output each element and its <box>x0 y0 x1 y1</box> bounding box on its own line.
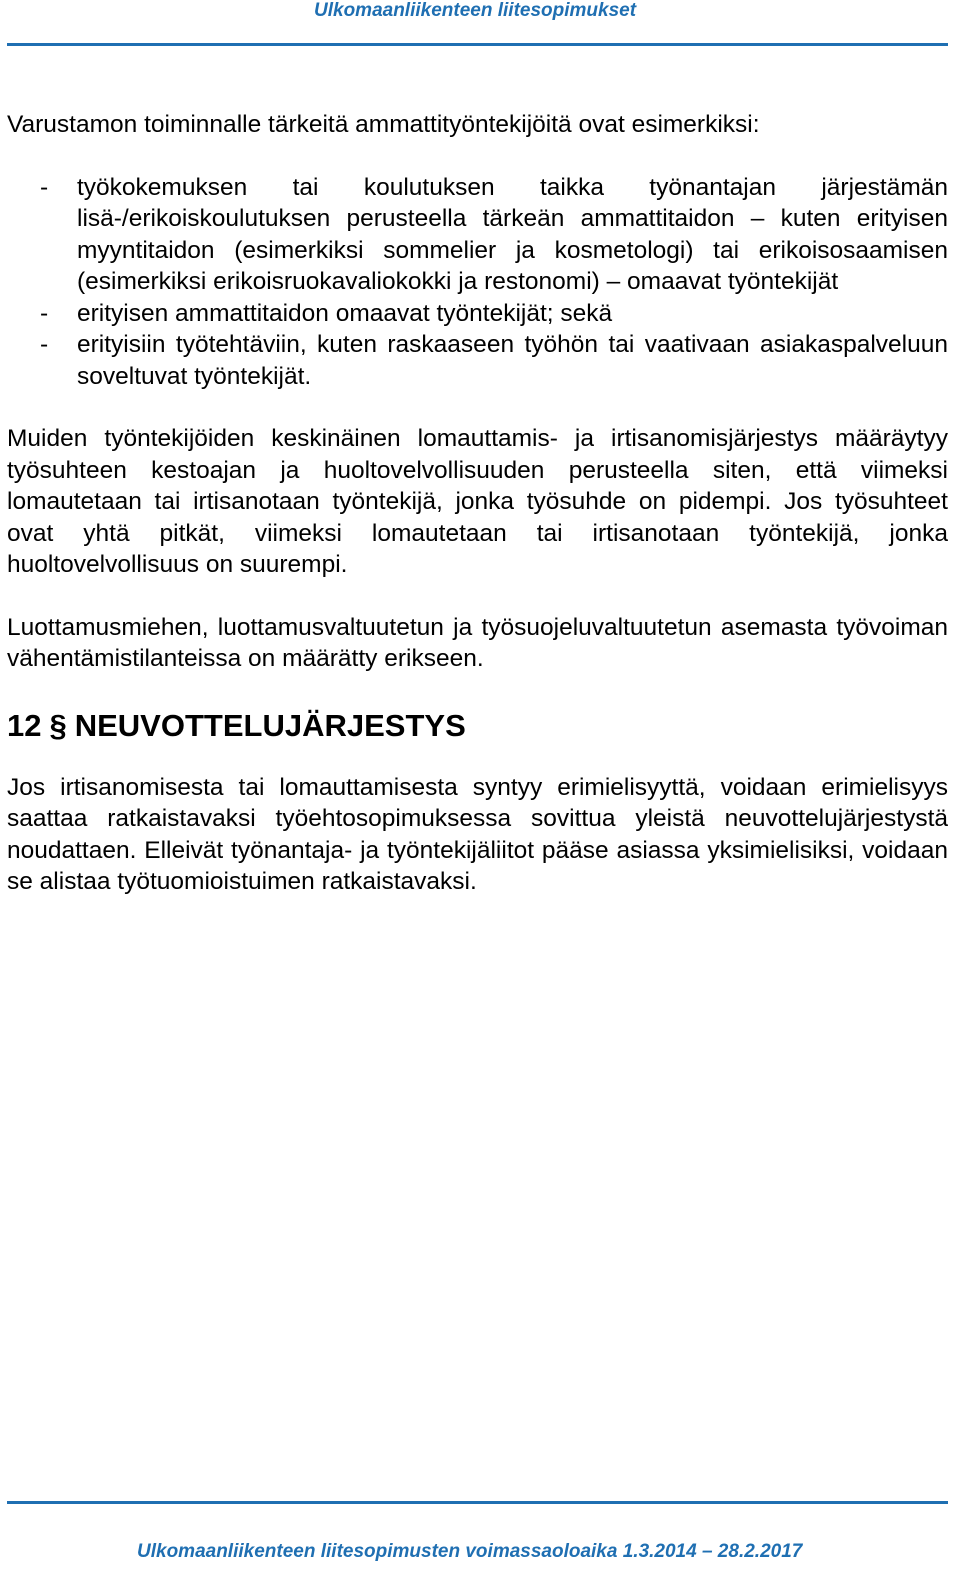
representatives-paragraph: Luottamusmiehen, luottamusvaltuutetun ja työsuojeluvaltuutetun asemasta työvoiman vähentämistilanteissa on määrätty erikseen. <box>7 613 948 672</box>
header-divider <box>7 43 948 46</box>
negotiation-paragraph: Jos irtisanomisesta tai lomauttamisesta syntyy erimielisyyttä, voidaan erimielisyys saattaa ratkaistavaksi työehtosopimuksessa sovittua yleistä neuvottelujärjestystä noudattaen. Elleivät työnantaja- ja työntekijäliitot pääse asiassa yksimielisiksi, voidaan se alistaa työtuomioistuimen ratkaistavaksi. <box>7 773 948 895</box>
list-item-text: työkokemuksen tai koulutuksen taikka työnantajan järjestämän lisä-/erikoiskoulutuksen perusteella tärkeän ammattitaidon – kuten erityisen myyntitaidon (esimerkiksi sommelier ja kosmetologi) tai erikoisosaamisen (esimerkiksi erikoisruokavaliokokki ja restonomi) – omaavat työntekijät <box>77 173 948 295</box>
intro-paragraph: Varustamon toiminnalle tärkeitä ammattityöntekijöitä ovat esimerkiksi: <box>7 111 760 138</box>
section-title: NEUVOTTELUJÄRJESTYS <box>74 707 466 743</box>
order-paragraph: Muiden työntekijöiden keskinäinen lomauttamis- ja irtisanomisjärjestys määräytyy työsuhteen kestoajan ja huoltovelvollisuuden perusteella siten, että viimeksi lomautetaan tai irtisanotaan työntekijä, jonka työsuhde on pidempi. Jos työsuhteet ovat yhtä pitkät, viimeksi lomautetaan tai irtisanotaan työntekijä, jonka huoltovelvollisuus on suurempi. <box>7 425 948 578</box>
footer-divider <box>7 1501 948 1504</box>
list-item <box>7 329 948 392</box>
list-dash: - <box>40 331 49 358</box>
section-heading <box>7 706 948 746</box>
document-body <box>7 109 948 898</box>
section-number: 12 <box>7 707 42 743</box>
list-item-text: erityisen ammattitaidon omaavat työntekijät; sekä <box>77 299 613 327</box>
list-item <box>7 298 948 330</box>
list-dash: - <box>40 299 49 327</box>
page-header-title: Ulkomaanliikenteen liitesopimukset <box>314 0 637 21</box>
list-item-text: erityisiin työtehtäviin, kuten raskaaseen työhön tai vaativaan asiakaspalveluun soveltuvat työntekijät. <box>77 331 948 390</box>
list-dash: - <box>40 173 49 201</box>
list-item <box>7 172 948 298</box>
examples-list <box>7 172 948 393</box>
page-footer-title: Ulkomaanliikenteen liitesopimusten voimassaoloaika 1.3.2014 – 28.2.2017 <box>137 1541 803 1562</box>
section-symbol: § <box>49 707 67 743</box>
